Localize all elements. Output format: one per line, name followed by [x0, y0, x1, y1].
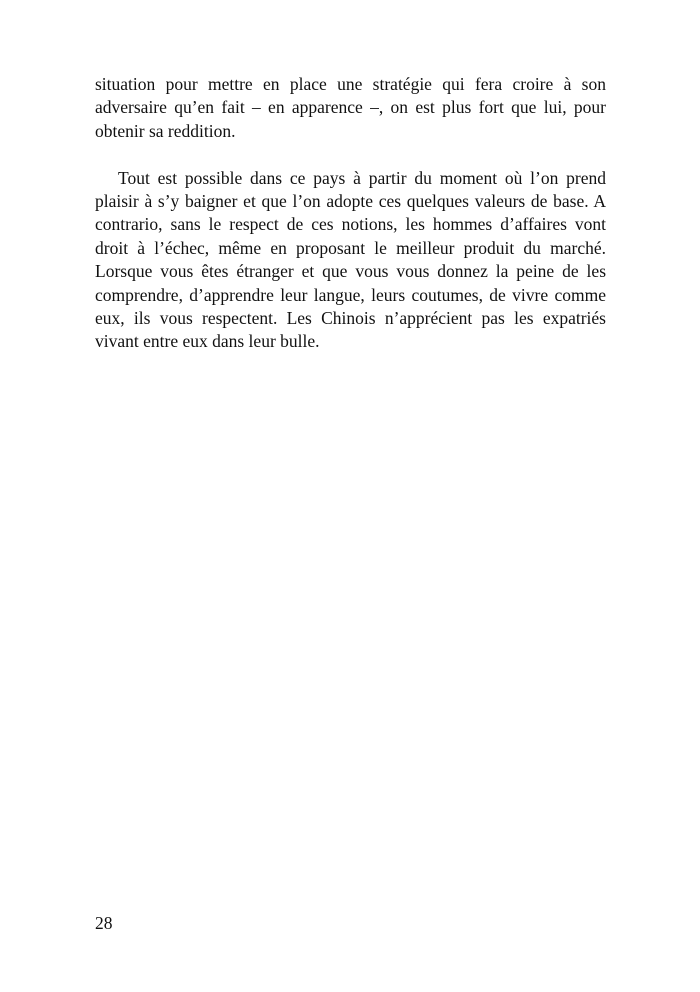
body-text — [95, 73, 606, 354]
paragraph-1: situation pour mettre en place une stratégie qui fera croire à son adversaire qu’en fait – en apparence –, on est plus fort que lui, pour obtenir sa reddition. — [95, 74, 606, 141]
page-number: 28 — [95, 913, 113, 933]
paragraph-2: Tout est possible dans ce pays à partir du moment où l’on prend plaisir à s’y baigner et que l’on adopte ces quelques valeurs de base. A contrario, sans le respect de ces notions, les hommes d’affaires vont droit à l’échec, même en proposant le meilleur produit du marché. Lorsque vous êtes étranger et que vous vous donnez la peine de les comprendre, d’apprendre leur langue, leurs coutumes, de vivre comme eux, ils vous respectent. Les Chinois n’apprécient pas les expatriés vivant entre eux dans leur bulle. — [95, 167, 606, 352]
